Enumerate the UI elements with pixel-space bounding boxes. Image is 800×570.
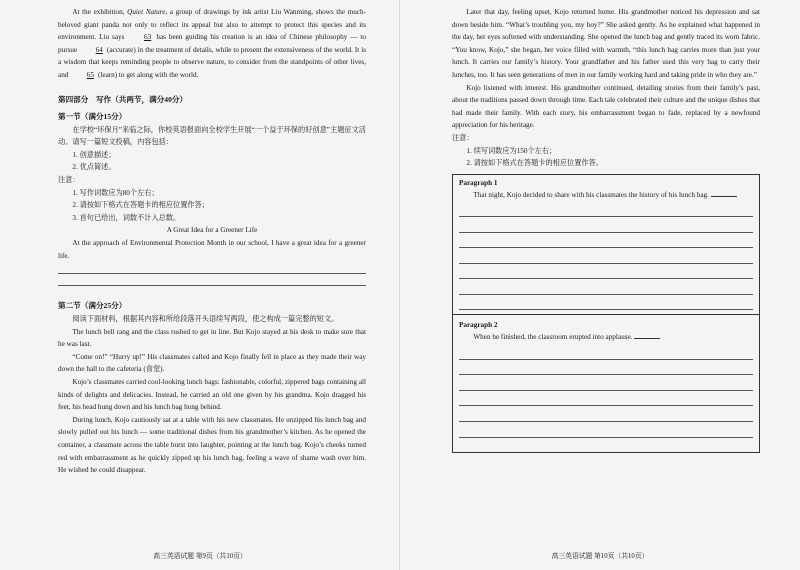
answer-line[interactable] [459,406,753,422]
essay-start: At the approach of Environmental Protection Month in our school, I have a great idea for a greener life. [58,238,366,260]
answer-line[interactable] [459,391,753,407]
story-paragraph: “Come on!” “Hurry up!” His classmates called and Kojo finally fell in place as they made their way down the hall to the cafeteria (食堂). [58,352,366,374]
answer-line[interactable] [459,422,753,438]
story-paragraph: Later that day, feeling upset, Kojo returned home. His grandmother noticed his depression and sat down beside him. “What’s troubling you, my boy?” She asked gently. As he explained what happened in the day, her eyes softened with understanding. She opened the lunch bag and gently traced its worn fabric. “You know, Kojo,” she began, her voice filled with warmth, “this lunch bag carries more than just your lunch. It carries our family’s history. Your grandfather and his father used this very bag to carry their lunches, too. It has seen generations of men in our family working hard and taking pride in who they are.” [452,8,760,79]
blank-64[interactable]: 64 [95,45,103,54]
note-label: 注意： [452,133,474,142]
note-2: 2. 请按如下格式在答题卡的相应位置作答。 [466,159,603,168]
answer-box [452,174,760,454]
blank-63[interactable]: 63 [143,33,152,42]
story-paragraph: Kojo’s classmates carried cool-looking lunch bags: fashionable, colorful, zippered bags containing all kinds of delights and delicacies. Instead, he carried an old one given by his grandma. Kojo dragged his feet, his head hung down and his lunch bag hung behind. [58,378,366,412]
note-1: 1. 续写词数应为150个左右； [466,146,557,155]
exhibition-paragraph: At the exhibition, Quiet Nature, a group of drawings by ink artist Liu Wanming, shows the much-beloved giant panda not only to reflect its appeal but also to attempt to protect this species and its environment. Liu says 63 has been guiding his creation is an idea of Chinese philosophy — to pursue 64 (accurate) in the treatment of details, while to present the extensiveness of the world. It is a wisdom that keeps reminding people to observe nature, to consider from the standpoints of other lives, and 65 (learn) to get along with the world. [58,6,366,82]
note-3: 3. 首句已给出，词数不计入总数。 [72,213,181,222]
answer-line[interactable] [459,295,753,311]
answer-line[interactable] [459,438,753,453]
note-2: 2. 请按如下格式在答题卡的相应位置作答； [72,201,209,210]
section2-title: 第二节（满分25分） [58,301,127,311]
point-1: 1. 创意描述； [72,150,116,159]
answer-line[interactable] [459,217,753,233]
story-paragraph: During lunch, Kojo cautiously sat at a table with his new classmates. He unzipped his lunch bag and slowly pulled out his lunch — some traditional dishes from his grandmother’s kitchen. As he opened the container, a classmate across the table burst into laughter, pointing at the lunch bag. Kojo’s cheeks turned red with embarrassment as he quickly zipped up his lunch bag, feeling a wave of shame wash over him. He wished he could disappear. [58,415,366,475]
note-1: 1. 写作词数应为80个左右； [72,188,159,197]
paragraph-1-label: Paragraph 1 [459,178,498,187]
essay-line[interactable] [58,274,366,286]
page-footer: 高三英语试题 第9页（共10页） [153,553,247,560]
essay-line[interactable] [58,262,366,274]
answer-line[interactable] [459,201,753,217]
note-label: 注意： [58,175,80,184]
answer-line[interactable] [459,375,753,391]
right-page [400,0,800,570]
answer-line[interactable] [459,233,753,249]
answer-line[interactable] [459,360,753,376]
story-paragraph: The lunch bell rang and the class rushed to get in line. But Kojo stayed at his desk to make sure that he was last. [58,327,366,349]
answer-line[interactable] [459,248,753,264]
box-separator [453,310,759,315]
section1-title: 第一节（满分15分） [58,111,127,121]
paragraph-2-label: Paragraph 2 [459,321,498,330]
answer-line[interactable] [459,264,753,280]
answer-line[interactable] [459,279,753,295]
section1-prompt: 在学校“环保月”来临之际，你校英语报面向全校学生开展“一个益于环保的好创意”主题征文活动。请写一篇短文投稿，内容包括： [58,125,366,147]
paragraph-1-start: That night, Kojo decided to share with his classmates the history of his lunch bag. [459,189,753,202]
section4-title: 第四部分 写作（共两节，满分40分） [58,94,188,104]
section2-prompt: 阅读下面材料，根据其内容和所给段落开头语续写两段，使之构成一篇完整的短文。 [72,315,339,324]
story-paragraph: Kojo listened with interest. His grandmother continued, detailing stories from their family’s past, about the traditions passed down through time. Each tale celebrated their culture and the unique dishes that had made their family. With each story, his embarrassment began to fade, replaced by a newfound appreciation for his heritage. [452,83,760,130]
essay-title: A Great Idea for a Greener Life [166,226,258,235]
paragraph-2-start: When he finished, the classroom erupted into applause. [459,331,753,344]
point-2: 2. 优点简述。 [72,163,116,172]
blank-65[interactable]: 65 [86,70,94,79]
page-footer: 高三英语试题 第10页（共10页） [551,553,649,560]
answer-line[interactable] [459,344,753,360]
